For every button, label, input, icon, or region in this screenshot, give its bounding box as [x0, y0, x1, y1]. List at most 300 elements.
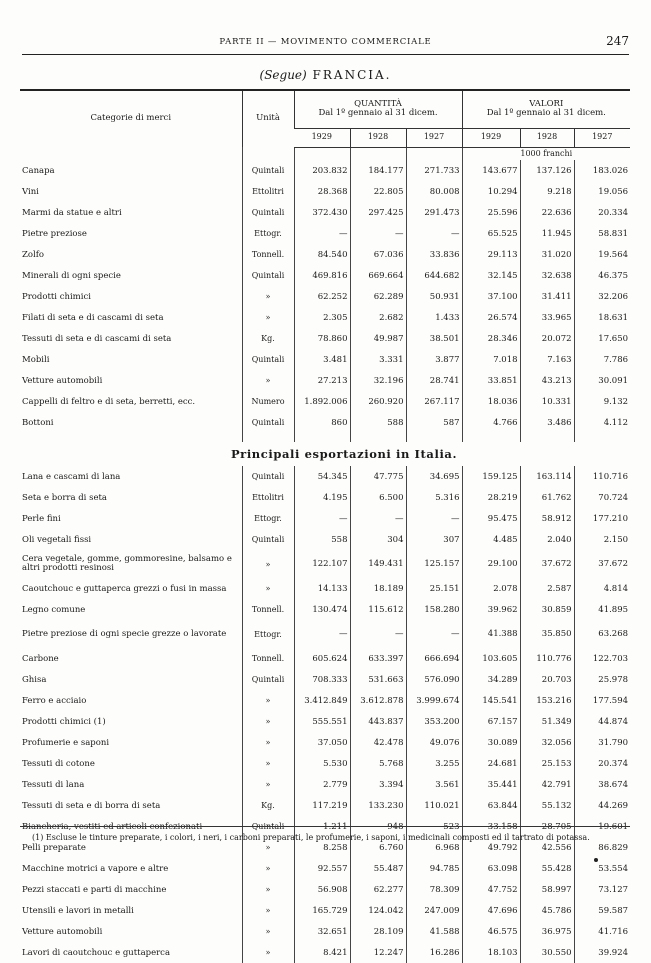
quantity-1928-cell: 28.109: [350, 921, 406, 942]
category-text: Zolfo: [22, 249, 45, 260]
quantity-1928-cell: 18.189: [350, 578, 406, 599]
value-1928-cell: 51.349: [520, 711, 574, 732]
unit-cell: Quintali: [242, 412, 294, 433]
quantity-1929-cell: 2.305: [294, 307, 350, 328]
quantity-1928-cell: 62.289: [350, 286, 406, 307]
value-1929-cell: 33.851: [462, 370, 520, 391]
value-1929-cell: 47.696: [462, 900, 520, 921]
unit-cell: Quintali: [242, 265, 294, 286]
table-row: [20, 244, 630, 265]
table-row: [20, 795, 630, 816]
value-1929-cell: 47.752: [462, 879, 520, 900]
value-1927-cell: 44.874: [574, 711, 630, 732]
quantity-1928-cell: 6.760: [350, 837, 406, 858]
unit-cell: Quintali: [242, 466, 294, 487]
unit-cell: »: [242, 753, 294, 774]
category-text: Prodotti chimici: [22, 291, 91, 302]
quantity-1929-cell: 122.107: [294, 550, 350, 578]
quantity-1927-cell: —: [406, 223, 462, 244]
column-header-unit: Unità: [242, 90, 294, 147]
quantity-1928-cell: 67.036: [350, 244, 406, 265]
quantity-1929-cell: 32.651: [294, 921, 350, 942]
value-1929-cell: 65.525: [462, 223, 520, 244]
quantity-1929-cell: 4.195: [294, 487, 350, 508]
section-title: [0, 68, 651, 82]
quantity-1928-cell: 6.500: [350, 487, 406, 508]
unit-cell: »: [242, 578, 294, 599]
quantity-1929-cell: 203.832: [294, 160, 350, 181]
value-1928-cell: 10.331: [520, 391, 574, 412]
value-1929-cell: 4.485: [462, 529, 520, 550]
value-1927-cell: 86.829: [574, 837, 630, 858]
table-row: [20, 349, 630, 370]
unit-cell: Kg.: [242, 795, 294, 816]
table-row: [20, 774, 630, 795]
unit-cell: Quintali: [242, 202, 294, 223]
table-row: [20, 942, 630, 963]
table-row: [20, 599, 630, 620]
table-row: [20, 753, 630, 774]
quantity-1929-cell: 469.816: [294, 265, 350, 286]
category-cell: [20, 370, 242, 391]
value-1927-cell: 39.924: [574, 942, 630, 963]
value-1928-cell: 58.912: [520, 508, 574, 529]
value-1927-cell: 58.831: [574, 223, 630, 244]
value-1929-cell: 49.792: [462, 837, 520, 858]
quantity-1929-cell: 708.333: [294, 669, 350, 690]
category-cell: [20, 690, 242, 711]
value-1927-cell: 70.724: [574, 487, 630, 508]
category-text: Perle fini: [22, 513, 61, 524]
quantity-1927-cell: 50.931: [406, 286, 462, 307]
quantity-1927-cell: 523: [406, 816, 462, 837]
category-cell: [20, 620, 242, 648]
unit-cell: Tonnell.: [242, 244, 294, 265]
unit-cell: »: [242, 307, 294, 328]
value-1927-cell: 19.056: [574, 181, 630, 202]
table-row: [20, 879, 630, 900]
quantity-1929-cell: 14.133: [294, 578, 350, 599]
category-cell: [20, 599, 242, 620]
value-unit-label: 1000 franchi: [462, 147, 630, 160]
value-1928-cell: 163.114: [520, 466, 574, 487]
quantity-1928-cell: 669.664: [350, 265, 406, 286]
table-row: [20, 732, 630, 753]
category-text: Utensili e lavori in metalli: [22, 905, 134, 916]
value-1928-cell: 20.072: [520, 328, 574, 349]
quantity-1928-cell: 115.612: [350, 599, 406, 620]
value-1928-cell: 45.786: [520, 900, 574, 921]
quantity-1927-cell: 78.309: [406, 879, 462, 900]
quantity-1927-cell: 34.695: [406, 466, 462, 487]
category-cell: [20, 349, 242, 370]
quantity-1927-cell: 644.682: [406, 265, 462, 286]
value-1927-cell: 19.601: [574, 816, 630, 837]
quantity-1928-cell: 297.425: [350, 202, 406, 223]
table-row: [20, 160, 630, 181]
quantity-1927-cell: —: [406, 508, 462, 529]
quantity-1929-cell: 28.368: [294, 181, 350, 202]
printer-mark: [594, 858, 598, 862]
unit-cell: Ettolitri: [242, 181, 294, 202]
quantita-period: Dal 1º gennaio al 31 dicem.: [318, 108, 438, 119]
quantity-1928-cell: 184.177: [350, 160, 406, 181]
quantity-1928-cell: 133.230: [350, 795, 406, 816]
value-1929-cell: 63.844: [462, 795, 520, 816]
value-1927-cell: 63.268: [574, 620, 630, 648]
quantity-1927-cell: 5.316: [406, 487, 462, 508]
quantity-1927-cell: 587: [406, 412, 462, 433]
quantity-1929-cell: 605.624: [294, 648, 350, 669]
value-1928-cell: 43.213: [520, 370, 574, 391]
category-text: Vini: [22, 186, 39, 197]
quantity-1927-cell: 6.968: [406, 837, 462, 858]
category-cell: [20, 942, 242, 963]
value-1929-cell: 10.294: [462, 181, 520, 202]
value-1928-cell: 36.975: [520, 921, 574, 942]
category-text: Prodotti chimici (1): [22, 716, 106, 727]
unit-cell: Quintali: [242, 160, 294, 181]
table-row: [20, 370, 630, 391]
value-1927-cell: 25.978: [574, 669, 630, 690]
category-text: Cera vegetale, gomme, gommoresine, balsamo e altri prodotti resinosi: [22, 554, 232, 573]
quantity-1929-cell: 92.557: [294, 858, 350, 879]
table-row: [20, 690, 630, 711]
value-1928-cell: 7.163: [520, 349, 574, 370]
unit-cell: Ettogr.: [242, 508, 294, 529]
quantity-1927-cell: 158.280: [406, 599, 462, 620]
quantity-1928-cell: —: [350, 223, 406, 244]
unit-cell: »: [242, 837, 294, 858]
value-1927-cell: 32.206: [574, 286, 630, 307]
quantity-1927-cell: 666.694: [406, 648, 462, 669]
year-header: 1927: [406, 128, 462, 147]
spacer-row: [20, 433, 630, 442]
quantity-1927-cell: 41.588: [406, 921, 462, 942]
segue-label: (Segue): [259, 68, 307, 82]
quantity-1928-cell: 42.478: [350, 732, 406, 753]
quantity-1928-cell: 32.196: [350, 370, 406, 391]
quantity-1929-cell: 8.421: [294, 942, 350, 963]
value-1928-cell: 30.859: [520, 599, 574, 620]
value-1928-cell: 22.636: [520, 202, 574, 223]
quantita-label: QUANTITÀ: [354, 98, 402, 109]
quantity-1929-cell: 1.211: [294, 816, 350, 837]
quantity-1928-cell: 260.920: [350, 391, 406, 412]
value-1928-cell: 28.705: [520, 816, 574, 837]
quantity-1927-cell: 16.286: [406, 942, 462, 963]
unit-cell: Quintali: [242, 816, 294, 837]
value-1929-cell: 29.100: [462, 550, 520, 578]
category-cell: [20, 669, 242, 690]
quantity-1928-cell: 149.431: [350, 550, 406, 578]
quantity-1927-cell: 28.741: [406, 370, 462, 391]
quantity-1927-cell: 1.433: [406, 307, 462, 328]
category-text: Tessuti di seta e di borra di seta: [22, 800, 161, 811]
category-text: Cappelli di feltro e di seta, berretti, ecc.: [22, 396, 196, 407]
quantity-1929-cell: 372.430: [294, 202, 350, 223]
value-1928-cell: 3.486: [520, 412, 574, 433]
footnote: (1) Escluse le tinture preparate, i colori, i neri, i carboni preparati, le profumerie, i saponi, i medicinali composti ed il tartrato di potassa.: [32, 833, 590, 842]
value-1928-cell: 25.153: [520, 753, 574, 774]
quantity-1928-cell: 3.394: [350, 774, 406, 795]
value-1927-cell: 110.716: [574, 466, 630, 487]
unit-cell: Quintali: [242, 669, 294, 690]
category-cell: [20, 466, 242, 487]
category-text: Ghisa: [22, 674, 47, 685]
category-text: Biancheria, vestiti ed articoli confezionati: [22, 821, 203, 832]
value-1927-cell: 37.672: [574, 550, 630, 578]
value-1929-cell: 35.441: [462, 774, 520, 795]
category-cell: [20, 732, 242, 753]
quantity-1928-cell: 49.987: [350, 328, 406, 349]
unit-cell: Kg.: [242, 328, 294, 349]
value-1929-cell: 63.098: [462, 858, 520, 879]
quantity-1927-cell: 25.151: [406, 578, 462, 599]
value-1929-cell: 37.100: [462, 286, 520, 307]
exports-section-title: Principali esportazioni in Italia.: [230, 447, 458, 461]
category-cell: [20, 858, 242, 879]
value-1928-cell: 33.965: [520, 307, 574, 328]
value-1928-cell: 37.672: [520, 550, 574, 578]
category-cell: [20, 711, 242, 732]
value-1929-cell: 159.125: [462, 466, 520, 487]
value-1929-cell: 34.289: [462, 669, 520, 690]
value-1929-cell: 143.677: [462, 160, 520, 181]
value-1929-cell: 32.145: [462, 265, 520, 286]
quantity-1929-cell: 56.908: [294, 879, 350, 900]
quantity-1927-cell: 49.076: [406, 732, 462, 753]
unit-cell: »: [242, 879, 294, 900]
quantity-1929-cell: 5.530: [294, 753, 350, 774]
running-title: PARTE II — MOVIMENTO COMMERCIALE: [219, 37, 432, 47]
category-text: Vetture automobili: [22, 926, 103, 937]
quantity-1927-cell: 38.501: [406, 328, 462, 349]
unit-cell: Quintali: [242, 349, 294, 370]
quantity-1928-cell: —: [350, 620, 406, 648]
quantity-1928-cell: 948: [350, 816, 406, 837]
value-1929-cell: 39.962: [462, 599, 520, 620]
value-1929-cell: 29.113: [462, 244, 520, 265]
category-text: Lana e cascami di lana: [22, 471, 121, 482]
category-text: Pietre preziose: [22, 228, 87, 239]
table-row: [20, 858, 630, 879]
category-text: Lavori di caoutchouc e guttaperca: [22, 947, 171, 958]
quantity-1928-cell: 443.837: [350, 711, 406, 732]
quantity-1929-cell: 3.481: [294, 349, 350, 370]
quantity-1929-cell: 27.213: [294, 370, 350, 391]
quantity-1929-cell: 2.779: [294, 774, 350, 795]
category-cell: [20, 265, 242, 286]
value-1927-cell: 7.786: [574, 349, 630, 370]
value-1928-cell: 2.040: [520, 529, 574, 550]
quantity-1928-cell: 588: [350, 412, 406, 433]
quantity-1927-cell: 353.200: [406, 711, 462, 732]
category-text: Tessuti di seta e di cascami di seta: [22, 333, 172, 344]
category-cell: [20, 774, 242, 795]
quantity-1927-cell: 3.999.674: [406, 690, 462, 711]
unit-cell: Tonnell.: [242, 599, 294, 620]
category-text: Mobili: [22, 354, 50, 365]
value-1928-cell: 31.020: [520, 244, 574, 265]
category-cell: [20, 307, 242, 328]
value-1929-cell: 145.541: [462, 690, 520, 711]
value-1929-cell: 103.605: [462, 648, 520, 669]
value-1927-cell: 4.112: [574, 412, 630, 433]
quantity-1929-cell: 860: [294, 412, 350, 433]
quantity-1928-cell: 633.397: [350, 648, 406, 669]
value-1929-cell: 30.089: [462, 732, 520, 753]
value-1927-cell: 122.703: [574, 648, 630, 669]
quantity-1929-cell: 37.050: [294, 732, 350, 753]
table-row: [20, 529, 630, 550]
value-1927-cell: 9.132: [574, 391, 630, 412]
value-1928-cell: 2.587: [520, 578, 574, 599]
table-row: [20, 412, 630, 433]
quantity-1929-cell: 54.345: [294, 466, 350, 487]
quantity-1929-cell: —: [294, 508, 350, 529]
category-text: Tessuti di cotone: [22, 758, 95, 769]
table-row: [20, 223, 630, 244]
table-row: [20, 265, 630, 286]
column-header-quantita: [294, 90, 462, 128]
category-cell: [20, 223, 242, 244]
quantity-1929-cell: 78.860: [294, 328, 350, 349]
value-1929-cell: 4.766: [462, 412, 520, 433]
unit-cell: »: [242, 286, 294, 307]
value-unit-row: [20, 147, 630, 160]
category-cell: [20, 753, 242, 774]
year-header: 1927: [574, 128, 630, 147]
category-text: Minerali di ogni specie: [22, 270, 121, 281]
running-head: [22, 36, 629, 50]
category-text: Tessuti di lana: [22, 779, 85, 790]
quantity-1927-cell: 94.785: [406, 858, 462, 879]
unit-cell: »: [242, 711, 294, 732]
quantity-1929-cell: 3.412.849: [294, 690, 350, 711]
value-1927-cell: 2.150: [574, 529, 630, 550]
quantity-1927-cell: 576.090: [406, 669, 462, 690]
category-text: Vetture automobili: [22, 375, 103, 386]
quantity-1928-cell: 5.768: [350, 753, 406, 774]
quantity-1927-cell: 271.733: [406, 160, 462, 181]
page-number: 247: [606, 34, 629, 48]
year-header: 1928: [520, 128, 574, 147]
header-rule: [22, 54, 629, 55]
value-1928-cell: 137.126: [520, 160, 574, 181]
value-1928-cell: 35.850: [520, 620, 574, 648]
category-cell: [20, 529, 242, 550]
category-cell: [20, 181, 242, 202]
category-text: Caoutchouc e guttaperca grezzi o fusi in massa: [22, 583, 227, 594]
value-1927-cell: 4.814: [574, 578, 630, 599]
category-text: Oli vegetali fissi: [22, 534, 92, 545]
footnote-rule: [20, 826, 630, 827]
quantity-1928-cell: 12.247: [350, 942, 406, 963]
category-cell: [20, 202, 242, 223]
category-cell: [20, 550, 242, 578]
unit-cell: »: [242, 921, 294, 942]
quantity-1927-cell: 3.561: [406, 774, 462, 795]
quantity-1929-cell: —: [294, 223, 350, 244]
year-header: 1929: [294, 128, 350, 147]
value-1927-cell: 20.374: [574, 753, 630, 774]
quantity-1927-cell: 3.877: [406, 349, 462, 370]
quantity-1929-cell: 555.551: [294, 711, 350, 732]
category-cell: [20, 412, 242, 433]
unit-cell: Ettogr.: [242, 620, 294, 648]
table-row: [20, 900, 630, 921]
quantity-1927-cell: 125.157: [406, 550, 462, 578]
unit-cell: »: [242, 370, 294, 391]
valori-label: VALORI: [529, 98, 564, 109]
quantity-1928-cell: 47.775: [350, 466, 406, 487]
unit-cell: Tonnell.: [242, 648, 294, 669]
value-1928-cell: 32.056: [520, 732, 574, 753]
category-cell: [20, 328, 242, 349]
value-1928-cell: 55.132: [520, 795, 574, 816]
table-row: [20, 328, 630, 349]
unit-cell: »: [242, 858, 294, 879]
table-row: [20, 307, 630, 328]
value-1927-cell: 41.716: [574, 921, 630, 942]
quantity-1929-cell: 558: [294, 529, 350, 550]
table-row: [20, 181, 630, 202]
unit-cell: »: [242, 550, 294, 578]
quantity-1927-cell: —: [406, 620, 462, 648]
category-text: Carbone: [22, 653, 59, 664]
table-row: [20, 202, 630, 223]
value-1928-cell: 11.945: [520, 223, 574, 244]
valori-period: Dal 1º gennaio al 31 dicem.: [486, 108, 606, 119]
quantity-1927-cell: 80.008: [406, 181, 462, 202]
quantity-1927-cell: 110.021: [406, 795, 462, 816]
value-1929-cell: 24.681: [462, 753, 520, 774]
value-1928-cell: 42.556: [520, 837, 574, 858]
unit-cell: »: [242, 942, 294, 963]
category-text: Pelli preparate: [22, 842, 86, 853]
category-text: Profumerie e saponi: [22, 737, 110, 748]
value-1928-cell: 61.762: [520, 487, 574, 508]
value-1928-cell: 30.550: [520, 942, 574, 963]
value-1927-cell: 44.269: [574, 795, 630, 816]
category-cell: [20, 244, 242, 265]
category-cell: [20, 487, 242, 508]
exports-section-row: [20, 442, 630, 466]
value-1929-cell: 95.475: [462, 508, 520, 529]
value-1927-cell: 30.091: [574, 370, 630, 391]
value-1929-cell: 46.575: [462, 921, 520, 942]
trade-table: [20, 89, 630, 963]
value-1928-cell: 9.218: [520, 181, 574, 202]
value-1929-cell: 2.078: [462, 578, 520, 599]
unit-cell: Ettolitri: [242, 487, 294, 508]
category-cell: [20, 879, 242, 900]
category-text: Ferro e acciaio: [22, 695, 87, 706]
category-cell: [20, 795, 242, 816]
country-name: FRANCIA.: [312, 68, 392, 82]
table-row: [20, 487, 630, 508]
category-text: Filati di seta e di cascami di seta: [22, 312, 164, 323]
category-text: Canapa: [22, 165, 55, 176]
unit-cell: »: [242, 690, 294, 711]
category-text: Marmi da statue e altri: [22, 207, 122, 218]
quantity-1929-cell: 8.258: [294, 837, 350, 858]
quantity-1928-cell: 304: [350, 529, 406, 550]
value-1927-cell: 177.594: [574, 690, 630, 711]
quantity-1929-cell: 84.540: [294, 244, 350, 265]
category-cell: [20, 648, 242, 669]
